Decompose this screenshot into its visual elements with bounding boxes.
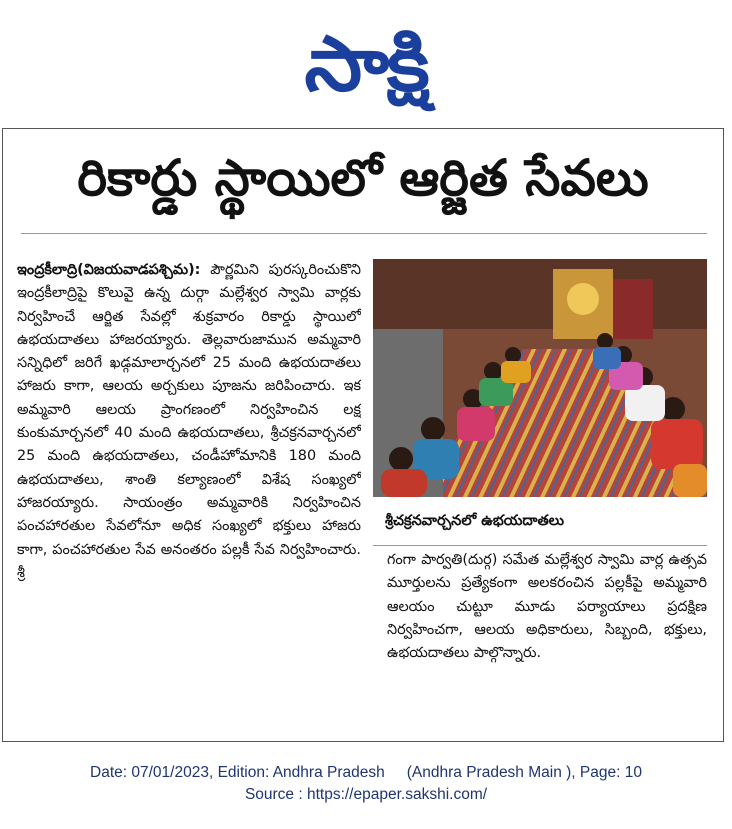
caption-divider [373,545,707,546]
source-footer [0,762,732,822]
footer-source: Source : https://epaper.sakshi.com/ [244,786,488,803]
news-photo [373,259,707,497]
masthead [0,0,732,128]
article-body-right: గంగా పార్వతి(దుర్గ) సమేత మల్లేశ్వర స్వామి వార్ల ఉత్సవ మూర్తులను ప్రత్యేకంగా అలకరంచిన పల్లకీపై అమ్మవారి ఆలయం చుట్టూ మూడు పర్యాయాలు ప్రదక్షిణ నిర్వహించగా, ఆలయ అధికారులు, సిబ్బంది, భక్తులు, ఉభయదాతలు పాల్గొన్నారు. [387,552,707,662]
sakshi-logo: సాక్షి [304,19,428,108]
photo-caption: శ్రీచక్రనవార్చనలో ఉభయదాతలు [373,503,707,543]
dateline: ఇంద్రకీలాద్రి(విజయవాడపశ్చిమ): [17,262,201,278]
headline: రికార్డు స్థాయిలో ఆర్జిత సేవలు [77,148,649,207]
body-text-left: పౌర్ణమిని పురస్కరించుకొని ఇంద్రకీలాద్రిపై కొలువై ఉన్న దుర్గా మల్లేశ్వర స్వామి వార్లకు నిర్వహించే ఆర్జిత సేవల్లో శుక్రవారం రికార్డు స్థాయిలో ఉభయదాతలు హాజరయ్యారు. తెల్లవారుజామున అమ్మవారి సన్నిధిలో జరిగే ఖడ్గమాలార్చనలో 25 మంది ఉభయదాతలు హాజరు కాగా, ఆలయ అర్చకులు పూజను జరిపించారు. ఇక అమ్మవారి ఆలయ ప్రాంగణంలో నిర్వహించిన లక్ష కుంకుమార్చనలో 40 మంది ఉభయదాతలు, శ్రీచక్రనవార్చనలో 25 మంది ఉభయదాతలు, చండీహోమానికి 180 మంది ఉభయదాతలు, శాంతి కల్యాణంలో విశేష సంఖ్యలో హాజరయ్యారు. సాయంత్రం అమ్మవారికి నిర్వహించిన పంచహారతుల సేవలోనూ అధిక సంఖ్యలో భక్తులు హాజరు కాగా, పంచహారతుల సేవ అనంతరం పల్లకీ సేవ నిర్వహించారు. శ్రీ [17,262,361,581]
footer-date-edition: Date: 07/01/2023, Edition: Andhra Pradesh [90,764,385,781]
footer-page-info: (Andhra Pradesh Main ), Page: 10 [406,764,642,781]
headline-divider [21,233,707,234]
article-body-left [17,259,361,731]
news-clipping [2,128,724,742]
footer-line-1 [0,762,732,784]
